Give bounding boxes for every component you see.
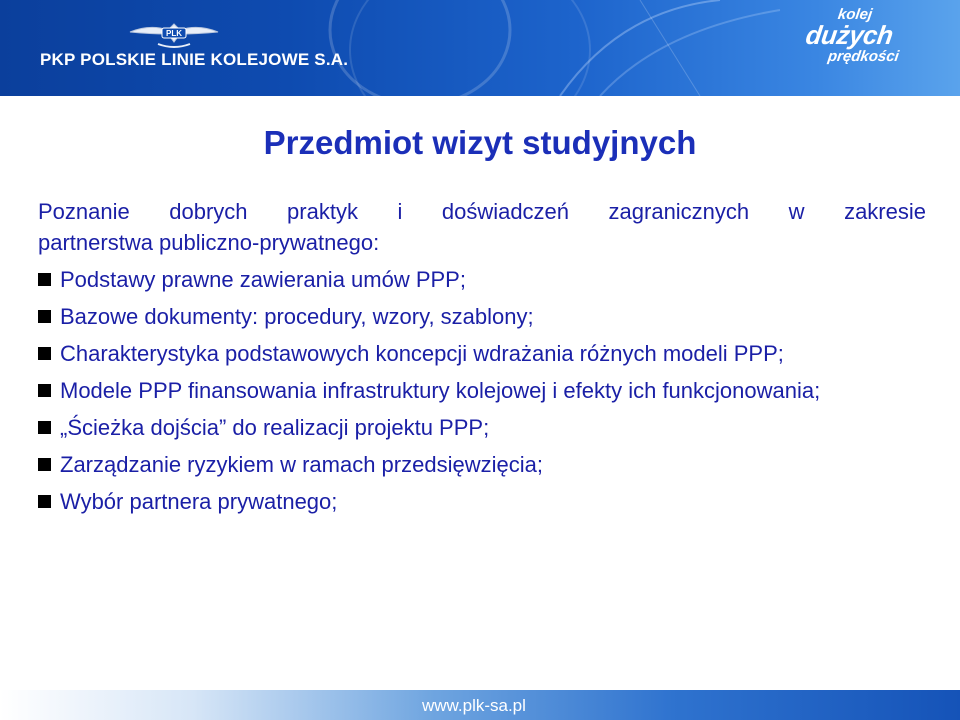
bullet-text: Charakterystyka podstawowych koncepcji wdrażania różnych modeli PPP;	[60, 341, 784, 366]
bullet-text: Wybór partnera prywatnego;	[60, 489, 338, 514]
square-bullet-icon	[38, 347, 51, 360]
company-name: PKP POLSKIE LINIE KOLEJOWE S.A.	[40, 50, 349, 69]
high-speed-rail-logo	[776, 6, 946, 76]
intro-word: dobrych	[169, 199, 248, 224]
bullet-text: Zarządzanie ryzykiem w ramach przedsięwzięcia;	[60, 452, 543, 477]
intro-line-1	[38, 196, 926, 227]
bullet-text: „Ścieżka dojścia” do realizacji projektu PPP;	[60, 415, 490, 440]
bullet-item	[38, 301, 926, 332]
square-bullet-icon	[38, 310, 51, 323]
intro-line-2: partnerstwa publiczno-prywatnego:	[38, 230, 380, 255]
speed-logo-line2: dużych	[803, 20, 895, 50]
intro-word: praktyk	[287, 199, 358, 224]
header-banner	[0, 0, 960, 96]
bullet-item	[38, 412, 926, 443]
intro-word: zagranicznych	[608, 199, 750, 224]
plk-logo-text: PLK	[166, 29, 182, 38]
square-bullet-icon	[38, 384, 51, 397]
bullet-text: Podstawy prawne zawierania umów PPP;	[60, 267, 466, 292]
bullet-item	[38, 449, 926, 480]
bullet-item	[38, 338, 926, 369]
bullet-item	[38, 264, 926, 295]
bullet-text: Bazowe dokumenty: procedury, wzory, szablony;	[60, 304, 534, 329]
slide-content	[38, 196, 926, 523]
bullet-item	[38, 486, 926, 517]
footer-bar	[0, 690, 960, 720]
bullet-text: Modele PPP finansowania infrastruktury kolejowej i efekty ich funkcjonowania;	[60, 378, 821, 403]
speed-logo-line3: prędkości	[826, 48, 901, 65]
footer-url: www.plk-sa.pl	[422, 696, 526, 715]
intro-word: doświadczeń	[441, 199, 570, 224]
intro-word: Poznanie	[38, 199, 130, 224]
slide-title: Przedmiot wizyt studyjnych	[263, 124, 697, 161]
square-bullet-icon	[38, 421, 51, 434]
square-bullet-icon	[38, 495, 51, 508]
square-bullet-icon	[38, 273, 51, 286]
intro-paragraph	[38, 196, 926, 258]
intro-word: i	[397, 199, 403, 224]
bullet-item	[38, 375, 926, 406]
square-bullet-icon	[38, 458, 51, 471]
intro-word: w	[788, 199, 805, 224]
speed-logo-line1: kolej	[836, 6, 874, 23]
plk-logo	[128, 20, 220, 52]
intro-word: zakresie	[844, 199, 926, 224]
